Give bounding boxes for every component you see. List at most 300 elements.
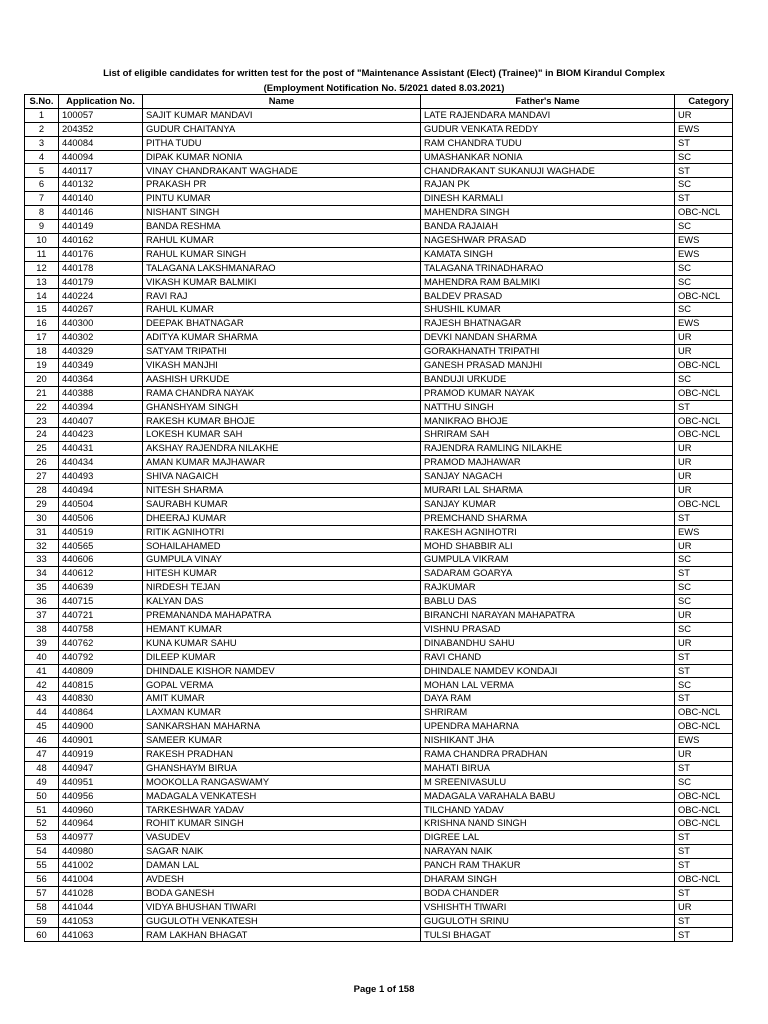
notification-subtitle: (Employment Notification No. 5/2021 dated 8.03.2021) <box>263 83 505 94</box>
cell-application-no: 440493 <box>59 470 143 484</box>
cell-name: PRAKASH PR <box>143 178 421 192</box>
cell-category: OBC-NCL <box>675 289 733 303</box>
cell-application-no: 440132 <box>59 178 143 192</box>
table-row <box>25 428 733 442</box>
cell-name: GHANSHYAM SINGH <box>143 400 421 414</box>
cell-name: AASHISH URKUDE <box>143 372 421 386</box>
cell-category: ST <box>675 650 733 664</box>
cell-fathers-name: SHUSHIL KUMAR <box>421 303 675 317</box>
cell-sno: 13 <box>25 275 59 289</box>
cell-fathers-name: KAMATA SINGH <box>421 247 675 261</box>
cell-category: UR <box>675 539 733 553</box>
cell-sno: 41 <box>25 664 59 678</box>
cell-fathers-name: GUMPULA VIKRAM <box>421 553 675 567</box>
cell-fathers-name: RAJAN PK <box>421 178 675 192</box>
cell-fathers-name: NATTHU SINGH <box>421 400 675 414</box>
cell-sno: 35 <box>25 581 59 595</box>
cell-application-no: 440431 <box>59 442 143 456</box>
cell-sno: 48 <box>25 761 59 775</box>
cell-name: BODA GANESH <box>143 886 421 900</box>
cell-application-no: 204352 <box>59 122 143 136</box>
table-row <box>25 511 733 525</box>
cell-application-no: 440162 <box>59 233 143 247</box>
table-header <box>25 95 733 109</box>
cell-fathers-name: PRAMOD MAJHAWAR <box>421 456 675 470</box>
table-row <box>25 164 733 178</box>
cell-name: HITESH KUMAR <box>143 567 421 581</box>
cell-application-no: 440565 <box>59 539 143 553</box>
cell-sno: 29 <box>25 497 59 511</box>
cell-name: DAMAN LAL <box>143 858 421 872</box>
cell-sno: 27 <box>25 470 59 484</box>
cell-name: SAJIT KUMAR MANDAVI <box>143 108 421 122</box>
cell-sno: 39 <box>25 636 59 650</box>
cell-sno: 32 <box>25 539 59 553</box>
cell-fathers-name: RAJESH BHATNAGAR <box>421 317 675 331</box>
cell-sno: 24 <box>25 428 59 442</box>
cell-category: ST <box>675 914 733 928</box>
cell-category: UR <box>675 900 733 914</box>
cell-fathers-name: NISHIKANT JHA <box>421 733 675 747</box>
cell-name: RAMA CHANDRA NAYAK <box>143 386 421 400</box>
cell-name: VIDYA BHUSHAN TIWARI <box>143 900 421 914</box>
cell-category: UR <box>675 456 733 470</box>
table-row <box>25 789 733 803</box>
table-row <box>25 150 733 164</box>
cell-category: UR <box>675 608 733 622</box>
cell-name: MOOKOLLA RANGASWAMY <box>143 775 421 789</box>
cell-name: NIRDESH TEJAN <box>143 581 421 595</box>
table-row <box>25 178 733 192</box>
cell-application-no: 440951 <box>59 775 143 789</box>
cell-fathers-name: RAKESH AGNIHOTRI <box>421 525 675 539</box>
cell-sno: 9 <box>25 220 59 234</box>
cell-application-no: 440639 <box>59 581 143 595</box>
cell-fathers-name: PRAMOD KUMAR NAYAK <box>421 386 675 400</box>
cell-application-no: 440084 <box>59 136 143 150</box>
cell-sno: 51 <box>25 803 59 817</box>
cell-sno: 34 <box>25 567 59 581</box>
cell-category: UR <box>675 442 733 456</box>
cell-sno: 11 <box>25 247 59 261</box>
cell-name: VIKASH MANJHI <box>143 358 421 372</box>
table-row <box>25 136 733 150</box>
cell-fathers-name: VISHNU PRASAD <box>421 622 675 636</box>
cell-sno: 30 <box>25 511 59 525</box>
candidate-table <box>24 94 733 942</box>
cell-name: RAKESH KUMAR BHOJE <box>143 414 421 428</box>
cell-category: SC <box>675 581 733 595</box>
cell-application-no: 440117 <box>59 164 143 178</box>
table-row <box>25 289 733 303</box>
table-row <box>25 331 733 345</box>
table-row <box>25 122 733 136</box>
cell-name: RAKESH PRADHAN <box>143 747 421 761</box>
cell-sno: 8 <box>25 206 59 220</box>
cell-name: RAHUL KUMAR <box>143 303 421 317</box>
cell-fathers-name: RAJENDRA RAMLING NILAKHE <box>421 442 675 456</box>
cell-category: ST <box>675 664 733 678</box>
cell-application-no: 441063 <box>59 928 143 942</box>
table-row <box>25 747 733 761</box>
column-header-fathers-name: Father's Name <box>421 95 675 109</box>
header-row <box>25 95 733 109</box>
cell-name: SANKARSHAN MAHARNA <box>143 720 421 734</box>
cell-application-no: 440900 <box>59 720 143 734</box>
cell-fathers-name: TILCHAND YADAV <box>421 803 675 817</box>
cell-name: NISHANT SINGH <box>143 206 421 220</box>
cell-name: TARKESHWAR YADAV <box>143 803 421 817</box>
cell-sno: 50 <box>25 789 59 803</box>
cell-application-no: 441028 <box>59 886 143 900</box>
table-row <box>25 233 733 247</box>
cell-sno: 10 <box>25 233 59 247</box>
cell-fathers-name: KRISHNA NAND SINGH <box>421 817 675 831</box>
cell-sno: 20 <box>25 372 59 386</box>
cell-name: LAXMAN KUMAR <box>143 706 421 720</box>
cell-sno: 36 <box>25 595 59 609</box>
cell-category: UR <box>675 470 733 484</box>
cell-sno: 21 <box>25 386 59 400</box>
cell-name: DEEPAK BHATNAGAR <box>143 317 421 331</box>
table-row <box>25 928 733 942</box>
cell-fathers-name: SHRIRAM SAH <box>421 428 675 442</box>
cell-category: ST <box>675 858 733 872</box>
cell-name: AVDESH <box>143 872 421 886</box>
cell-category: ST <box>675 831 733 845</box>
cell-category: UR <box>675 331 733 345</box>
cell-sno: 49 <box>25 775 59 789</box>
cell-name: PITHA TUDU <box>143 136 421 150</box>
cell-fathers-name: GUGULOTH SRINU <box>421 914 675 928</box>
table-row <box>25 442 733 456</box>
cell-sno: 23 <box>25 414 59 428</box>
table-row <box>25 733 733 747</box>
cell-sno: 12 <box>25 261 59 275</box>
cell-application-no: 440715 <box>59 595 143 609</box>
table-row <box>25 650 733 664</box>
cell-application-no: 440864 <box>59 706 143 720</box>
cell-application-no: 440140 <box>59 192 143 206</box>
table-row <box>25 567 733 581</box>
cell-application-no: 441053 <box>59 914 143 928</box>
cell-category: ST <box>675 136 733 150</box>
cell-application-no: 440146 <box>59 206 143 220</box>
cell-category: UR <box>675 345 733 359</box>
cell-application-no: 100057 <box>59 108 143 122</box>
cell-sno: 46 <box>25 733 59 747</box>
cell-category: SC <box>675 150 733 164</box>
cell-application-no: 440179 <box>59 275 143 289</box>
column-header-sno: S.No. <box>25 95 59 109</box>
cell-application-no: 440176 <box>59 247 143 261</box>
cell-name: HEMANT KUMAR <box>143 622 421 636</box>
table-row <box>25 817 733 831</box>
cell-application-no: 440792 <box>59 650 143 664</box>
cell-fathers-name: RAM CHANDRA TUDU <box>421 136 675 150</box>
table-row <box>25 525 733 539</box>
cell-sno: 28 <box>25 483 59 497</box>
cell-application-no: 440758 <box>59 622 143 636</box>
cell-category: SC <box>675 775 733 789</box>
table-row <box>25 858 733 872</box>
cell-application-no: 441004 <box>59 872 143 886</box>
cell-category: ST <box>675 761 733 775</box>
cell-sno: 1 <box>25 108 59 122</box>
cell-category: UR <box>675 108 733 122</box>
cell-category: OBC-NCL <box>675 872 733 886</box>
cell-fathers-name: DHINDALE NAMDEV KONDAJI <box>421 664 675 678</box>
table-row <box>25 706 733 720</box>
cell-application-no: 440919 <box>59 747 143 761</box>
cell-fathers-name: RAVI CHAND <box>421 650 675 664</box>
cell-fathers-name: GANESH PRASAD MANJHI <box>421 358 675 372</box>
cell-application-no: 440612 <box>59 567 143 581</box>
cell-category: SC <box>675 303 733 317</box>
cell-application-no: 440267 <box>59 303 143 317</box>
cell-fathers-name: MAHENDRA SINGH <box>421 206 675 220</box>
cell-application-no: 440494 <box>59 483 143 497</box>
cell-fathers-name: BIRANCHI NARAYAN MAHAPATRA <box>421 608 675 622</box>
cell-fathers-name: GUDUR VENKATA REDDY <box>421 122 675 136</box>
table-row <box>25 886 733 900</box>
cell-name: GUMPULA VINAY <box>143 553 421 567</box>
cell-fathers-name: MANIKRAO BHOJE <box>421 414 675 428</box>
cell-sno: 18 <box>25 345 59 359</box>
cell-sno: 44 <box>25 706 59 720</box>
cell-category: UR <box>675 483 733 497</box>
cell-application-no: 440901 <box>59 733 143 747</box>
cell-name: PINTU KUMAR <box>143 192 421 206</box>
cell-fathers-name: MOHD SHABBIR ALI <box>421 539 675 553</box>
table-row <box>25 456 733 470</box>
cell-fathers-name: PANCH RAM THAKUR <box>421 858 675 872</box>
cell-name: DHINDALE KISHOR NAMDEV <box>143 664 421 678</box>
cell-sno: 40 <box>25 650 59 664</box>
table-row <box>25 845 733 859</box>
cell-fathers-name: SADARAM GOARYA <box>421 567 675 581</box>
cell-category: EWS <box>675 233 733 247</box>
cell-sno: 2 <box>25 122 59 136</box>
cell-fathers-name: DEVKI NANDAN SHARMA <box>421 331 675 345</box>
cell-name: DILEEP KUMAR <box>143 650 421 664</box>
cell-fathers-name: GORAKHANATH TRIPATHI <box>421 345 675 359</box>
cell-sno: 45 <box>25 720 59 734</box>
cell-category: OBC-NCL <box>675 720 733 734</box>
cell-name: RITIK AGNIHOTRI <box>143 525 421 539</box>
cell-category: SC <box>675 220 733 234</box>
cell-sno: 3 <box>25 136 59 150</box>
cell-sno: 6 <box>25 178 59 192</box>
cell-name: PREMANANDA MAHAPATRA <box>143 608 421 622</box>
cell-name: GUGULOTH VENKATESH <box>143 914 421 928</box>
table-row <box>25 247 733 261</box>
cell-fathers-name: DINABANDHU SAHU <box>421 636 675 650</box>
table-row <box>25 317 733 331</box>
cell-sno: 14 <box>25 289 59 303</box>
cell-fathers-name: BANDUJI URKUDE <box>421 372 675 386</box>
table-row <box>25 831 733 845</box>
cell-sno: 53 <box>25 831 59 845</box>
cell-application-no: 440506 <box>59 511 143 525</box>
cell-name: VASUDEV <box>143 831 421 845</box>
cell-category: OBC-NCL <box>675 789 733 803</box>
cell-category: OBC-NCL <box>675 414 733 428</box>
cell-fathers-name: DAYA RAM <box>421 692 675 706</box>
cell-sno: 42 <box>25 678 59 692</box>
table-row <box>25 803 733 817</box>
cell-sno: 59 <box>25 914 59 928</box>
cell-fathers-name: VSHISHTH TIWARI <box>421 900 675 914</box>
cell-application-no: 440721 <box>59 608 143 622</box>
cell-application-no: 440388 <box>59 386 143 400</box>
cell-name: GOPAL VERMA <box>143 678 421 692</box>
cell-sno: 22 <box>25 400 59 414</box>
cell-category: ST <box>675 400 733 414</box>
cell-fathers-name: BABLU DAS <box>421 595 675 609</box>
cell-sno: 5 <box>25 164 59 178</box>
cell-category: ST <box>675 692 733 706</box>
table-row <box>25 386 733 400</box>
cell-application-no: 440300 <box>59 317 143 331</box>
table-row <box>25 622 733 636</box>
cell-name: SATYAM TRIPATHI <box>143 345 421 359</box>
table-row <box>25 470 733 484</box>
cell-fathers-name: PREMCHAND SHARMA <box>421 511 675 525</box>
cell-application-no: 440094 <box>59 150 143 164</box>
cell-category: OBC-NCL <box>675 817 733 831</box>
table-row <box>25 692 733 706</box>
document-title: List of eligible candidates for written test for the post of "Maintenance Assistant (Elect) (Trainee)" in BIOM Kirandul Complex <box>103 68 665 79</box>
cell-application-no: 440519 <box>59 525 143 539</box>
cell-fathers-name: TALAGANA TRINADHARAO <box>421 261 675 275</box>
cell-sno: 19 <box>25 358 59 372</box>
cell-fathers-name: TULSI BHAGAT <box>421 928 675 942</box>
table-row <box>25 345 733 359</box>
cell-category: EWS <box>675 733 733 747</box>
table-row <box>25 900 733 914</box>
table-row <box>25 581 733 595</box>
cell-category: EWS <box>675 525 733 539</box>
cell-sno: 4 <box>25 150 59 164</box>
cell-application-no: 440830 <box>59 692 143 706</box>
cell-name: RAM LAKHAN BHAGAT <box>143 928 421 942</box>
table-row <box>25 372 733 386</box>
cell-application-no: 440434 <box>59 456 143 470</box>
cell-category: EWS <box>675 122 733 136</box>
cell-name: ROHIT KUMAR SINGH <box>143 817 421 831</box>
cell-fathers-name: DIGREE LAL <box>421 831 675 845</box>
cell-fathers-name: BALDEV PRASAD <box>421 289 675 303</box>
cell-category: UR <box>675 636 733 650</box>
cell-fathers-name: SHRIRAM <box>421 706 675 720</box>
cell-category: SC <box>675 553 733 567</box>
cell-application-no: 440947 <box>59 761 143 775</box>
table-row <box>25 595 733 609</box>
cell-category: OBC-NCL <box>675 206 733 220</box>
cell-application-no: 440964 <box>59 817 143 831</box>
cell-category: OBC-NCL <box>675 497 733 511</box>
cell-sno: 56 <box>25 872 59 886</box>
cell-category: SC <box>675 261 733 275</box>
cell-application-no: 440977 <box>59 831 143 845</box>
cell-category: ST <box>675 845 733 859</box>
cell-category: SC <box>675 622 733 636</box>
table-row <box>25 720 733 734</box>
cell-application-no: 440149 <box>59 220 143 234</box>
cell-sno: 31 <box>25 525 59 539</box>
cell-name: TALAGANA LAKSHMANARAO <box>143 261 421 275</box>
cell-name: BANDA RESHMA <box>143 220 421 234</box>
cell-name: GUDUR CHAITANYA <box>143 122 421 136</box>
cell-name: KALYAN DAS <box>143 595 421 609</box>
table-row <box>25 678 733 692</box>
cell-category: ST <box>675 511 733 525</box>
cell-category: OBC-NCL <box>675 428 733 442</box>
cell-application-no: 440302 <box>59 331 143 345</box>
table-row <box>25 414 733 428</box>
table-row <box>25 775 733 789</box>
cell-application-no: 440394 <box>59 400 143 414</box>
cell-application-no: 440178 <box>59 261 143 275</box>
cell-fathers-name: BANDA RAJAIAH <box>421 220 675 234</box>
cell-category: SC <box>675 372 733 386</box>
cell-category: SC <box>675 678 733 692</box>
cell-name: VINAY CHANDRAKANT WAGHADE <box>143 164 421 178</box>
table-row <box>25 539 733 553</box>
cell-sno: 52 <box>25 817 59 831</box>
table-row <box>25 303 733 317</box>
cell-sno: 33 <box>25 553 59 567</box>
cell-sno: 55 <box>25 858 59 872</box>
table-row <box>25 483 733 497</box>
cell-fathers-name: SANJAY KUMAR <box>421 497 675 511</box>
cell-application-no: 440815 <box>59 678 143 692</box>
cell-sno: 43 <box>25 692 59 706</box>
cell-application-no: 440423 <box>59 428 143 442</box>
cell-fathers-name: BODA CHANDER <box>421 886 675 900</box>
cell-fathers-name: NAGESHWAR PRASAD <box>421 233 675 247</box>
cell-category: OBC-NCL <box>675 706 733 720</box>
cell-name: SAMEER KUMAR <box>143 733 421 747</box>
cell-name: GHANSHAYM BIRUA <box>143 761 421 775</box>
cell-sno: 15 <box>25 303 59 317</box>
column-header-application-no: Application No. <box>59 95 143 109</box>
cell-application-no: 440762 <box>59 636 143 650</box>
cell-name: SAURABH KUMAR <box>143 497 421 511</box>
cell-fathers-name: MADAGALA VARAHALA BABU <box>421 789 675 803</box>
cell-application-no: 440364 <box>59 372 143 386</box>
cell-application-no: 440809 <box>59 664 143 678</box>
cell-sno: 7 <box>25 192 59 206</box>
cell-fathers-name: MAHENDRA RAM BALMIKI <box>421 275 675 289</box>
cell-sno: 60 <box>25 928 59 942</box>
cell-category: UR <box>675 747 733 761</box>
cell-fathers-name: SANJAY NAGACH <box>421 470 675 484</box>
cell-application-no: 440224 <box>59 289 143 303</box>
cell-fathers-name: M SREENIVASULU <box>421 775 675 789</box>
cell-application-no: 440606 <box>59 553 143 567</box>
table-row <box>25 275 733 289</box>
table-row <box>25 664 733 678</box>
table-row <box>25 553 733 567</box>
cell-fathers-name: UMASHANKAR NONIA <box>421 150 675 164</box>
cell-category: SC <box>675 178 733 192</box>
cell-name: MADAGALA VENKATESH <box>143 789 421 803</box>
cell-name: NITESH SHARMA <box>143 483 421 497</box>
cell-sno: 58 <box>25 900 59 914</box>
cell-name: ADITYA KUMAR SHARMA <box>143 331 421 345</box>
